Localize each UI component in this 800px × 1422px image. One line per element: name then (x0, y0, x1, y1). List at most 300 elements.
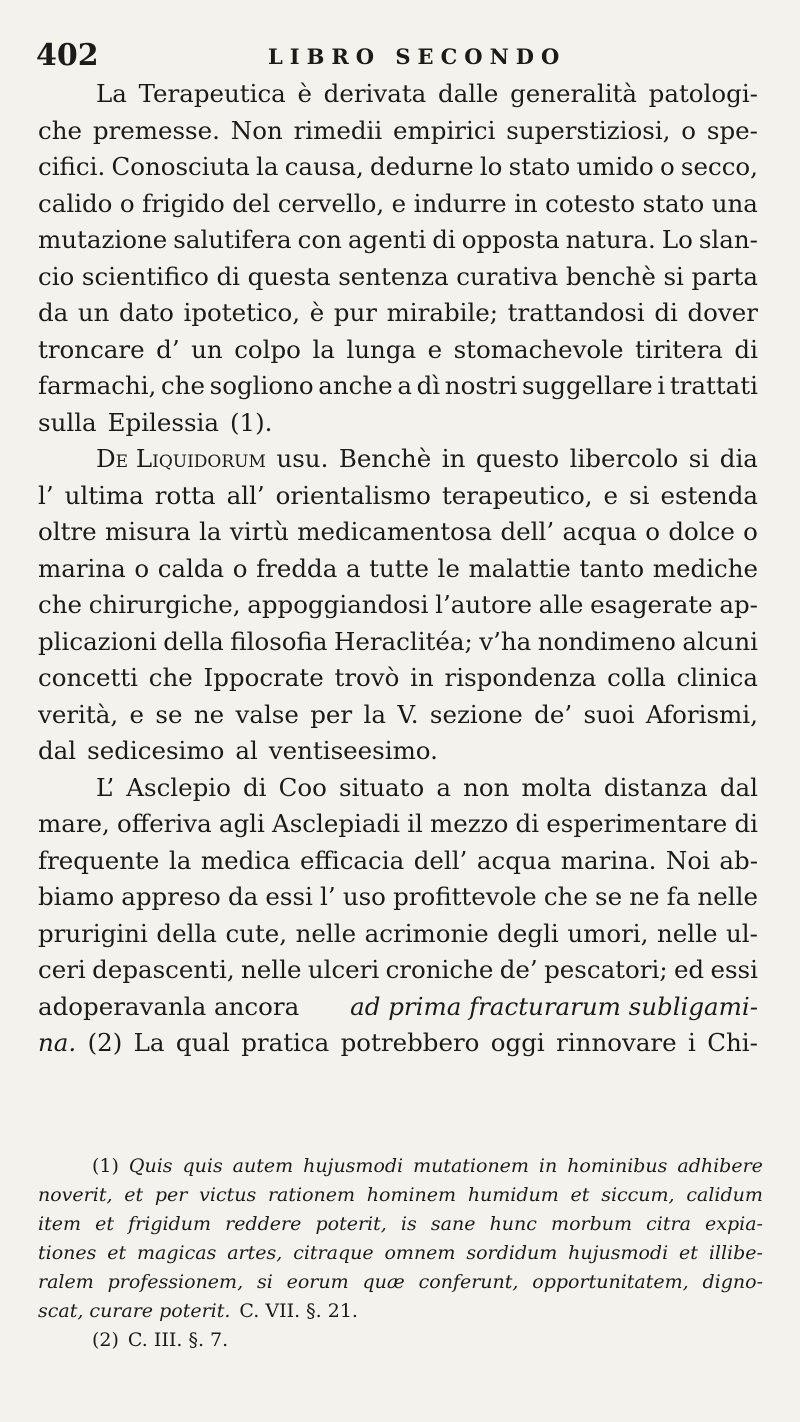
word: rationem (267, 1184, 356, 1206)
word: l’ (320, 882, 336, 911)
word: plicazioni (38, 626, 157, 656)
word: virtù (229, 517, 289, 546)
word: pratica (241, 1028, 330, 1057)
word: digno- (702, 1271, 763, 1293)
word: oltre (38, 517, 97, 546)
text-line (38, 332, 758, 369)
word: pur (333, 298, 377, 327)
word: al (235, 736, 258, 765)
word: medicamentosa (297, 517, 493, 546)
word: derivata (323, 79, 427, 108)
text-line (38, 770, 758, 807)
text-line (38, 660, 758, 697)
word: ventiseesimo. (268, 736, 438, 765)
word: dedurne (369, 152, 474, 181)
running-head: LIBRO SECONDO (268, 44, 567, 69)
text-line (38, 368, 758, 405)
text-line (38, 149, 758, 186)
word: Lo (661, 225, 693, 254)
word: ulceri (307, 955, 380, 984)
word: citra (646, 1213, 691, 1235)
text-line (38, 916, 758, 953)
word: quis (182, 1155, 223, 1177)
text-line (38, 624, 758, 661)
footnote-2-line (38, 1326, 763, 1355)
word: lunga (346, 334, 417, 364)
word: si (629, 480, 650, 510)
word: patologi- (648, 79, 758, 108)
word: molta (521, 772, 592, 802)
footnote-2-mark: (2) (92, 1329, 119, 1351)
word: et (570, 1184, 590, 1206)
word: mutationem (413, 1155, 529, 1177)
word: dell’ (413, 845, 468, 875)
word: medica (200, 845, 291, 875)
word: della (163, 626, 224, 656)
word: alle (538, 590, 584, 619)
footnote-1-line (38, 1268, 763, 1297)
word: di (734, 809, 758, 838)
word: la (168, 845, 192, 875)
word: degli (497, 918, 559, 948)
word: slan- (698, 225, 758, 254)
word: l’ (38, 480, 54, 510)
word: è (297, 79, 312, 108)
text-line (38, 113, 758, 150)
word: l’autore (435, 590, 532, 619)
word: professionem, (107, 1271, 244, 1293)
word: croniche (385, 955, 494, 984)
text-line (38, 222, 758, 259)
word: che (543, 882, 588, 911)
word: suggellare (521, 371, 653, 400)
word: distanza (603, 772, 708, 802)
word: citraque (293, 1242, 374, 1264)
word: stomachevole (453, 334, 624, 364)
word: essi (710, 955, 758, 984)
word: dì (416, 371, 441, 400)
word: hominibus (567, 1155, 668, 1177)
text-words: adoperavanla ancora (38, 991, 300, 1021)
word: che (38, 115, 82, 145)
word: tiritera (635, 334, 723, 364)
word: sezione (429, 699, 523, 729)
word: ultima (64, 480, 144, 510)
word: la (312, 334, 335, 364)
word: Heraclitéa; (333, 626, 473, 656)
word: et (679, 1242, 698, 1264)
word: concetti (38, 663, 138, 692)
word: nostri (444, 371, 518, 400)
word: V. (397, 699, 419, 729)
word: opportunitatem, (532, 1271, 689, 1293)
word: hujusmodi (303, 1155, 404, 1177)
word: rotta (154, 480, 216, 510)
word: oggi (490, 1028, 545, 1057)
word: questa (247, 261, 331, 291)
word: dal (719, 772, 758, 802)
word: agenti (347, 225, 427, 254)
word: siccum, (601, 1184, 675, 1206)
word: malattie (468, 553, 571, 583)
word: curativa (456, 261, 559, 291)
word: Asclepiadi (272, 809, 400, 838)
footnotes (38, 1152, 763, 1355)
word: Chi- (707, 1028, 758, 1057)
text-line (38, 186, 758, 223)
word: a (345, 553, 361, 583)
word: e (427, 334, 443, 364)
word: hujusmodi (568, 1242, 669, 1264)
word: che (161, 371, 206, 400)
word: o (659, 152, 675, 181)
word: ed (673, 955, 705, 984)
word: cotesto (545, 188, 636, 218)
word: dover (687, 298, 758, 327)
word: di (216, 261, 240, 291)
word: nelle (657, 918, 718, 948)
word: frequente (38, 845, 160, 875)
word: nondimeno (537, 626, 676, 656)
footnote-2-reference: C. III. §. 7. (127, 1329, 229, 1351)
word: v’ha (479, 626, 532, 656)
word: mediche (652, 553, 758, 583)
word: che (148, 663, 193, 692)
word: e (603, 480, 619, 510)
text-line (38, 952, 758, 989)
word: anche (318, 371, 393, 400)
footnote-1-mark: (1) (92, 1155, 119, 1177)
word: acqua (562, 517, 637, 546)
word: all’ (226, 480, 265, 510)
word: hominem (366, 1184, 457, 1206)
word: in (514, 188, 538, 218)
word: prurigini (38, 918, 148, 948)
word: colla (607, 663, 666, 692)
word: orientalismo (275, 480, 431, 510)
word: stato (642, 188, 705, 218)
word: Asclepio (126, 772, 231, 802)
word: la (363, 699, 386, 729)
word: sentenza (338, 261, 449, 291)
word: per (310, 699, 353, 729)
word: salutifera (173, 225, 292, 254)
word: agli (218, 809, 265, 838)
word: superstiziosi, (506, 115, 671, 145)
word: è (309, 298, 325, 327)
word: mutazione (38, 225, 168, 254)
word: del (232, 188, 271, 218)
word: ipotetico, (183, 298, 301, 327)
word: o (743, 517, 758, 546)
word: sulla (38, 407, 97, 437)
word: Epilessia (107, 407, 219, 437)
word: si (688, 444, 710, 473)
word: mezzo (430, 809, 509, 838)
page-number: 402 (36, 38, 99, 73)
word: calido (38, 188, 113, 218)
word: La (96, 79, 127, 108)
word: usu. (276, 444, 329, 473)
word: acqua (476, 845, 552, 875)
text-line-section-start (38, 441, 758, 478)
word: le (437, 553, 460, 583)
word: o (119, 188, 135, 218)
word: essi (265, 882, 313, 911)
word: di (734, 334, 758, 364)
word: secco, (680, 152, 758, 181)
word: farmachi, (38, 371, 157, 400)
word: i (688, 1028, 696, 1057)
word: reddere (225, 1213, 302, 1235)
word: L’ (96, 772, 115, 802)
word: rinnovare (556, 1028, 677, 1057)
word: con (297, 225, 342, 254)
word: la (199, 517, 222, 546)
word: se (595, 882, 623, 911)
word: stato (508, 152, 571, 181)
word: indurre (413, 188, 507, 218)
text-line-last (38, 1025, 758, 1062)
text-line (38, 76, 758, 113)
word: hunc (489, 1213, 537, 1235)
word: chirurgiche, (88, 590, 241, 619)
word: trovò (334, 663, 400, 692)
word: opposta (461, 225, 560, 254)
word: magicas (137, 1242, 217, 1264)
word: generalità (510, 79, 637, 108)
text-line-italic (38, 989, 758, 1026)
word: da (38, 298, 69, 327)
word: et (107, 1242, 127, 1264)
word: rispondenza (444, 663, 597, 692)
word: expia- (705, 1213, 763, 1235)
word: omnem (384, 1242, 456, 1264)
word: scientifico (81, 261, 209, 291)
word: cifici. (38, 152, 106, 181)
word: sedicesimo (87, 736, 225, 765)
text-line (38, 879, 758, 916)
body-text (38, 76, 758, 1062)
word: appoggiandosi (247, 590, 429, 619)
text-line (38, 478, 758, 515)
word: qual (175, 1028, 230, 1057)
word: cervello, (277, 188, 385, 218)
word: acrimonie (364, 918, 489, 948)
word: d’ (156, 334, 180, 364)
word: de’ (499, 955, 538, 984)
word: da (227, 882, 259, 911)
word: nelle (697, 882, 758, 911)
word: tanto (579, 553, 645, 583)
word: fa (666, 882, 691, 911)
word: Conosciuta (111, 152, 250, 181)
text-line (38, 551, 758, 588)
word: trattandosi (507, 298, 645, 327)
word: nelle (295, 918, 357, 948)
word: Quis (128, 1155, 173, 1177)
word: offeriva (117, 809, 212, 838)
word: ul- (726, 918, 758, 948)
italic-phrase: ad prima fracturarum subligami- (350, 991, 758, 1021)
word: verità, (38, 699, 119, 729)
word: colpo (234, 334, 301, 364)
word: di (243, 772, 267, 802)
word: in (410, 663, 434, 692)
word: situato (339, 772, 425, 802)
word: parta (691, 261, 758, 291)
word: si (663, 261, 684, 291)
word: Coo (278, 772, 327, 802)
text-line (38, 806, 758, 843)
word: in (538, 1155, 558, 1177)
word: dalle (437, 79, 499, 108)
word: benchè (565, 261, 656, 291)
word: mirabile; (386, 298, 499, 327)
word: victus (199, 1184, 257, 1206)
word: esperimentare (546, 809, 728, 838)
word: uso (342, 882, 386, 911)
word: frigidum (128, 1213, 211, 1235)
page-header (36, 38, 760, 78)
word: humidum (467, 1184, 559, 1206)
footnote-1-text: scat, curare poterit. (38, 1300, 231, 1322)
word: morbum (551, 1213, 633, 1235)
word: autem (232, 1155, 294, 1177)
word: e (391, 188, 407, 218)
word: suoi (583, 699, 635, 729)
word: o (681, 115, 697, 145)
word: troncare (38, 334, 145, 364)
word: umido (576, 152, 654, 181)
word: eorum (286, 1271, 349, 1293)
word: adhibere (677, 1155, 763, 1177)
word: di (515, 809, 540, 838)
word: di (654, 298, 678, 327)
section-heading: De Liquidorum (96, 444, 266, 473)
word: della (156, 918, 217, 948)
word: Non (230, 115, 283, 145)
italic-phrase-end: na. (38, 1028, 77, 1057)
word: cute, (225, 918, 288, 948)
text-line (38, 405, 758, 442)
word: dal (38, 736, 77, 765)
word: ceri (38, 955, 86, 984)
word: Benchè (338, 444, 432, 473)
word: un (77, 298, 110, 327)
word: questo (475, 444, 560, 473)
text-line (38, 733, 758, 770)
word: se (155, 699, 183, 729)
word: filosofia (230, 626, 328, 656)
word: et (124, 1184, 144, 1206)
word: spe- (706, 115, 758, 145)
word: si (256, 1271, 273, 1293)
footnote-1-line (38, 1181, 763, 1210)
word: cio (38, 261, 75, 291)
footnote-1-line (38, 1297, 763, 1326)
word: ab- (719, 845, 758, 875)
word: umori, (567, 918, 649, 948)
word: illibe- (708, 1242, 763, 1264)
word: alcuni (682, 626, 758, 656)
word: de’ (534, 699, 573, 729)
word: in (441, 444, 466, 473)
word: La (133, 1028, 165, 1057)
word: o (645, 517, 660, 546)
footnote-mark-2: (2) (87, 1028, 123, 1057)
word: sordidum (466, 1242, 558, 1264)
text-line (38, 295, 758, 332)
word: Terapeutica (138, 79, 286, 108)
word: tiones (38, 1242, 97, 1264)
word: rimedii (293, 115, 383, 145)
word: Aforismi, (645, 699, 758, 729)
word: valse (235, 699, 299, 729)
text-line (38, 259, 758, 296)
word: noverit, (38, 1184, 113, 1206)
word: ralem (38, 1271, 94, 1293)
word: depascenti, (92, 955, 235, 984)
word: di (432, 225, 456, 254)
word: item (38, 1213, 81, 1235)
word: mare, (38, 809, 110, 838)
word: o (232, 553, 248, 583)
word: non (463, 772, 510, 802)
word: ap- (719, 590, 758, 619)
word: la (256, 152, 279, 181)
word: calidum (686, 1184, 763, 1206)
footnote-1-line (38, 1239, 763, 1268)
word: premesse. (92, 115, 220, 145)
word: un (191, 334, 223, 364)
text-line (38, 587, 758, 624)
word: libercolo (569, 444, 679, 473)
word: potrebbero (340, 1028, 480, 1057)
word: e (129, 699, 145, 729)
word: Noi (665, 845, 710, 875)
word: quæ (362, 1271, 405, 1293)
word: poterit, (315, 1213, 387, 1235)
word: sane (430, 1213, 476, 1235)
word: causa, (284, 152, 364, 181)
word: marina. (560, 845, 657, 875)
word: (1). (229, 407, 273, 437)
word: frigido (142, 188, 225, 218)
text-line (38, 697, 758, 734)
text-line (38, 843, 758, 880)
word: efficacia (299, 845, 405, 875)
word: pescatori; (544, 955, 668, 984)
word: sogliono (209, 371, 314, 400)
word: o (134, 553, 150, 583)
word: is (400, 1213, 417, 1235)
word: esagerate (590, 590, 713, 619)
word: che (38, 590, 82, 619)
word: il (407, 809, 423, 838)
word: i (657, 371, 666, 400)
word: fredda (256, 553, 338, 583)
word: artes, (227, 1242, 283, 1264)
word: terapeutico, (441, 480, 593, 510)
text-line (38, 514, 758, 551)
word: et (95, 1213, 114, 1235)
word: dia (719, 444, 758, 473)
word: appreso (121, 882, 221, 911)
word: una (711, 188, 758, 218)
word: profittevole (393, 882, 537, 911)
word: dato (119, 298, 174, 327)
